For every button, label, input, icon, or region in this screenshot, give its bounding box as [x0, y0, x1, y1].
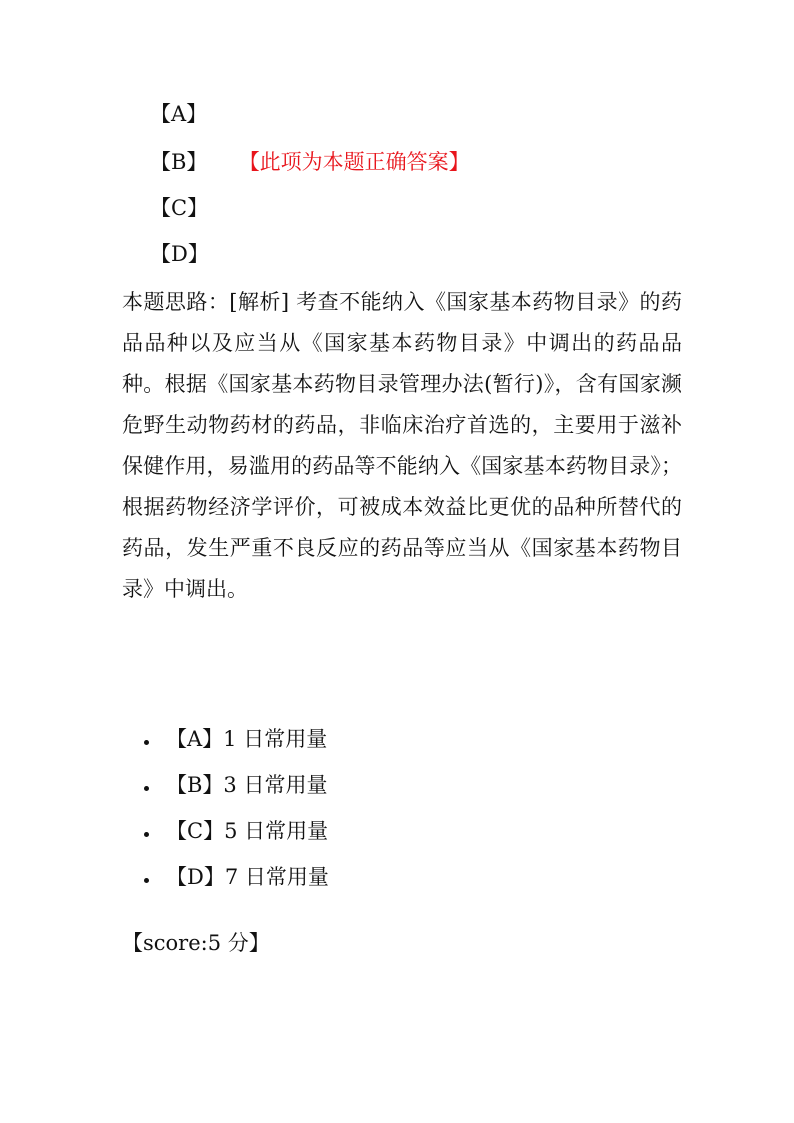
option-text: 【A】1 日常用量 — [166, 727, 328, 751]
option-text: 【B】3 日常用量 — [166, 773, 328, 797]
list-item — [144, 812, 329, 858]
option-c-mark: 【C】 — [150, 196, 209, 220]
list-item — [144, 720, 329, 766]
option-d-mark: 【D】 — [150, 242, 209, 266]
bullet-icon — [144, 832, 149, 837]
option-a-row — [150, 100, 232, 128]
option-c-row — [150, 194, 232, 222]
option-b-row — [150, 148, 470, 176]
list-item — [144, 766, 329, 812]
correct-answer-note: 【此项为本题正确答案】 — [238, 150, 470, 174]
option-b-mark: 【B】 — [150, 150, 208, 174]
option-a-mark: 【A】 — [150, 102, 208, 126]
explanation-paragraph: 本题思路：[解析] 考查不能纳入《国家基本药物目录》的药品品种以及应当从《国家基本药物目录》中调出的药品品种。根据《国家基本药物目录管理办法(暂行)》，含有国家濒危野生动物药材的药品，非临床治疗首选的，主要用于滋补保健作用，易滥用的药品等不能纳入《国家基本药物目录》；根据药物经济学评价，可被成本效益比更优的品种所替代的药品，发生严重不良反应的药品等应当从《国家基本药物目录》中调出。 — [122, 290, 682, 601]
next-question-options — [144, 720, 329, 904]
option-text: 【D】7 日常用量 — [166, 865, 329, 889]
bullet-icon — [144, 740, 149, 745]
bullet-icon — [144, 786, 149, 791]
list-item — [144, 858, 329, 904]
score-label: 【score:5 分】 — [122, 931, 270, 955]
bullet-icon — [144, 878, 149, 883]
option-text: 【C】5 日常用量 — [166, 819, 329, 843]
option-d-row — [150, 240, 232, 268]
